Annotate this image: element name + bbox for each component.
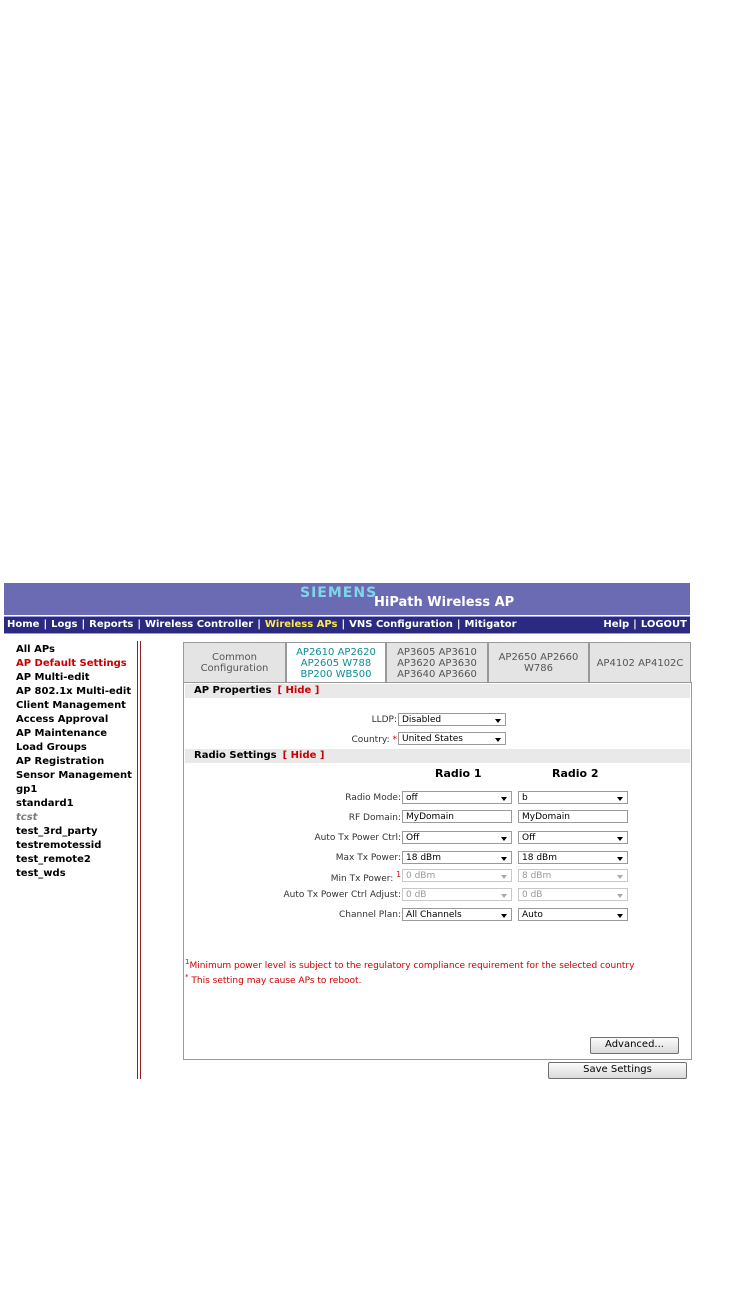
sidebar-item-access-approval[interactable]: Access Approval — [16, 714, 109, 725]
chevron-down-icon — [501, 914, 507, 918]
radio-2-rf-domain-input[interactable]: MyDomain — [518, 810, 628, 823]
nav-wireless-controller[interactable]: Wireless Controller — [144, 619, 254, 630]
chevron-down-icon — [495, 738, 501, 742]
section-title: Radio Settings — [194, 750, 277, 761]
select-value: 18 dBm — [406, 853, 441, 863]
sidebar-item-standard1[interactable]: standard1 — [16, 798, 74, 809]
max-tx-power-label: Max Tx Power: — [335, 853, 401, 863]
sidebar-item-ap-maintenance[interactable]: AP Maintenance — [16, 728, 108, 739]
sidebar-item-ap-multi-edit[interactable]: AP Multi-edit — [16, 672, 90, 683]
radio-settings-header — [185, 749, 690, 763]
tab-ap3605-group[interactable] — [386, 642, 488, 684]
sidebar-divider — [137, 641, 141, 1079]
country-value: United States — [402, 734, 463, 744]
footnote-2: * This setting may cause APs to reboot. — [185, 973, 362, 986]
chevron-down-icon — [501, 875, 507, 879]
select-value: 0 dB — [522, 890, 543, 900]
top-nav: Home | Logs | Reports | Wireless Controller | Wireless APs | VNS Configuration | Mitigator Help | LOGOUT — [4, 616, 690, 634]
sidebar-item-test-wds[interactable]: test_wds — [16, 868, 66, 879]
chevron-down-icon — [501, 797, 507, 801]
sidebar-item-tcst[interactable]: tcst — [16, 812, 38, 823]
chevron-down-icon — [617, 837, 623, 841]
ap-properties-header — [185, 684, 690, 698]
select-value: All Channels — [406, 910, 462, 920]
sidebar-item-gp1[interactable]: gp1 — [16, 784, 38, 795]
radio-1-rf-domain-input[interactable]: MyDomain — [402, 810, 512, 823]
nav-reports[interactable]: Reports — [89, 619, 134, 630]
tab-label-line: AP4102 AP4102C — [596, 657, 684, 669]
nav-help[interactable]: Help — [603, 619, 630, 630]
select-value: 0 dBm — [406, 871, 436, 881]
radio-1-mode-select[interactable] — [402, 791, 512, 804]
nav-logout[interactable]: LOGOUT — [640, 619, 687, 630]
tab-label-line: AP3605 AP3610 — [397, 646, 477, 658]
section-title: AP Properties — [194, 685, 272, 696]
sidebar-item-client-management[interactable]: Client Management — [16, 700, 126, 711]
chevron-down-icon — [501, 894, 507, 898]
save-settings-button[interactable]: Save Settings — [548, 1062, 687, 1079]
radio-2-channel-plan-select[interactable] — [518, 908, 628, 921]
select-value: 0 dB — [406, 890, 427, 900]
select-value: Off — [522, 833, 536, 843]
tab-label-line: W786 — [524, 663, 553, 674]
sidebar-item-ap-8021x-multi-edit[interactable]: AP 802.1x Multi-edit — [16, 686, 132, 697]
radio-2-auto-tx-adjust-select[interactable] — [518, 888, 628, 901]
sidebar-item-all-aps[interactable]: All APs — [16, 644, 55, 655]
radio-2-mode-select[interactable] — [518, 791, 628, 804]
select-value: 8 dBm — [522, 871, 552, 881]
tab-common-configuration[interactable] — [183, 642, 286, 684]
tab-label-line: AP2650 AP2660 — [498, 652, 579, 663]
channel-plan-label: Channel Plan: — [339, 910, 401, 920]
sidebar-item-testremotessid[interactable]: testremotessid — [16, 840, 102, 851]
auto-tx-adjust-label: Auto Tx Power Ctrl Adjust: — [283, 890, 401, 900]
radio-2-min-tx-select[interactable] — [518, 869, 628, 882]
lldp-value: Disabled — [402, 715, 442, 725]
tab-label-line: AP2605 W788 — [300, 657, 372, 669]
select-value: Off — [406, 833, 420, 843]
select-value: Auto — [522, 910, 543, 920]
sidebar-item-load-groups[interactable]: Load Groups — [16, 742, 87, 753]
radio-1-header: Radio 1 — [435, 767, 482, 780]
rf-domain-label: RF Domain: — [348, 813, 401, 823]
tab-label-line: AP2610 AP2620 — [296, 646, 376, 658]
tab-ap2650-group[interactable] — [488, 642, 589, 684]
footnote-mark: 1 — [396, 870, 401, 879]
nav-mitigator[interactable]: Mitigator — [464, 619, 517, 630]
footnote-1: $^1$Minimum power level is subject to the regulatory compliance requirement for the selected country — [185, 958, 635, 971]
radio-mode-label: Radio Mode: — [345, 793, 401, 803]
nav-vns-configuration[interactable]: VNS Configuration — [349, 619, 453, 630]
chevron-down-icon — [617, 875, 623, 879]
radio-1-min-tx-select[interactable] — [402, 869, 512, 882]
sidebar-item-test-3rd-party[interactable]: test_3rd_party — [16, 826, 98, 837]
tab-label-line: Common — [211, 652, 258, 663]
select-value: off — [406, 793, 418, 803]
tab-label-line: AP3620 AP3630 — [397, 657, 477, 669]
radio-1-channel-plan-select[interactable] — [402, 908, 512, 921]
nav-logs[interactable]: Logs — [51, 619, 78, 630]
lldp-label: LLDP: — [371, 715, 397, 725]
chevron-down-icon — [617, 857, 623, 861]
radio-1-auto-tx-select[interactable] — [402, 831, 512, 844]
sidebar-item-ap-default-settings[interactable]: AP Default Settings — [16, 658, 127, 669]
chevron-down-icon — [617, 894, 623, 898]
sidebar-item-test-remote2[interactable]: test_remote2 — [16, 854, 91, 865]
tab-ap4102-group[interactable] — [589, 642, 691, 684]
select-value: b — [522, 793, 528, 803]
tab-ap2610-group[interactable] — [286, 642, 386, 684]
ap-properties-hide-link[interactable]: [ Hide ] — [277, 685, 320, 696]
siemens-logo: SIEMENS — [300, 585, 378, 601]
product-title: HiPath Wireless AP — [374, 595, 515, 610]
min-tx-power-label: Min Tx Power: $^1$ — [330, 870, 401, 884]
radio-2-header: Radio 2 — [552, 767, 599, 780]
select-value: 18 dBm — [522, 853, 557, 863]
chevron-down-icon — [617, 797, 623, 801]
required-mark: * — [392, 735, 397, 745]
chevron-down-icon — [501, 837, 507, 841]
nav-wireless-aps[interactable]: Wireless APs — [264, 619, 338, 630]
tab-label-line: AP3640 AP3660 — [397, 668, 477, 680]
tab-label-line: Configuration — [200, 663, 269, 674]
radio-1-max-tx-select[interactable] — [402, 851, 512, 864]
sidebar-item-sensor-management[interactable]: Sensor Management — [16, 770, 132, 781]
header-banner — [4, 583, 690, 615]
radio-settings-hide-link[interactable]: [ Hide ] — [282, 750, 325, 761]
chevron-down-icon — [495, 719, 501, 723]
radio-1-auto-tx-adjust-select[interactable] — [402, 888, 512, 901]
chevron-down-icon — [617, 914, 623, 918]
chevron-down-icon — [501, 857, 507, 861]
advanced-button[interactable]: Advanced... — [590, 1037, 679, 1054]
lldp-select[interactable] — [398, 713, 506, 726]
auto-tx-power-label: Auto Tx Power Ctrl: — [314, 833, 401, 843]
nav-home[interactable]: Home — [7, 619, 40, 630]
sidebar-item-ap-registration[interactable]: AP Registration — [16, 756, 105, 767]
tab-label-line: BP200 WB500 — [300, 668, 372, 680]
radio-2-max-tx-select[interactable] — [518, 851, 628, 864]
radio-2-auto-tx-select[interactable] — [518, 831, 628, 844]
sidebar — [16, 643, 136, 881]
country-select[interactable] — [398, 732, 506, 745]
settings-panel — [183, 682, 692, 1060]
country-label: Country: * — [351, 735, 397, 745]
